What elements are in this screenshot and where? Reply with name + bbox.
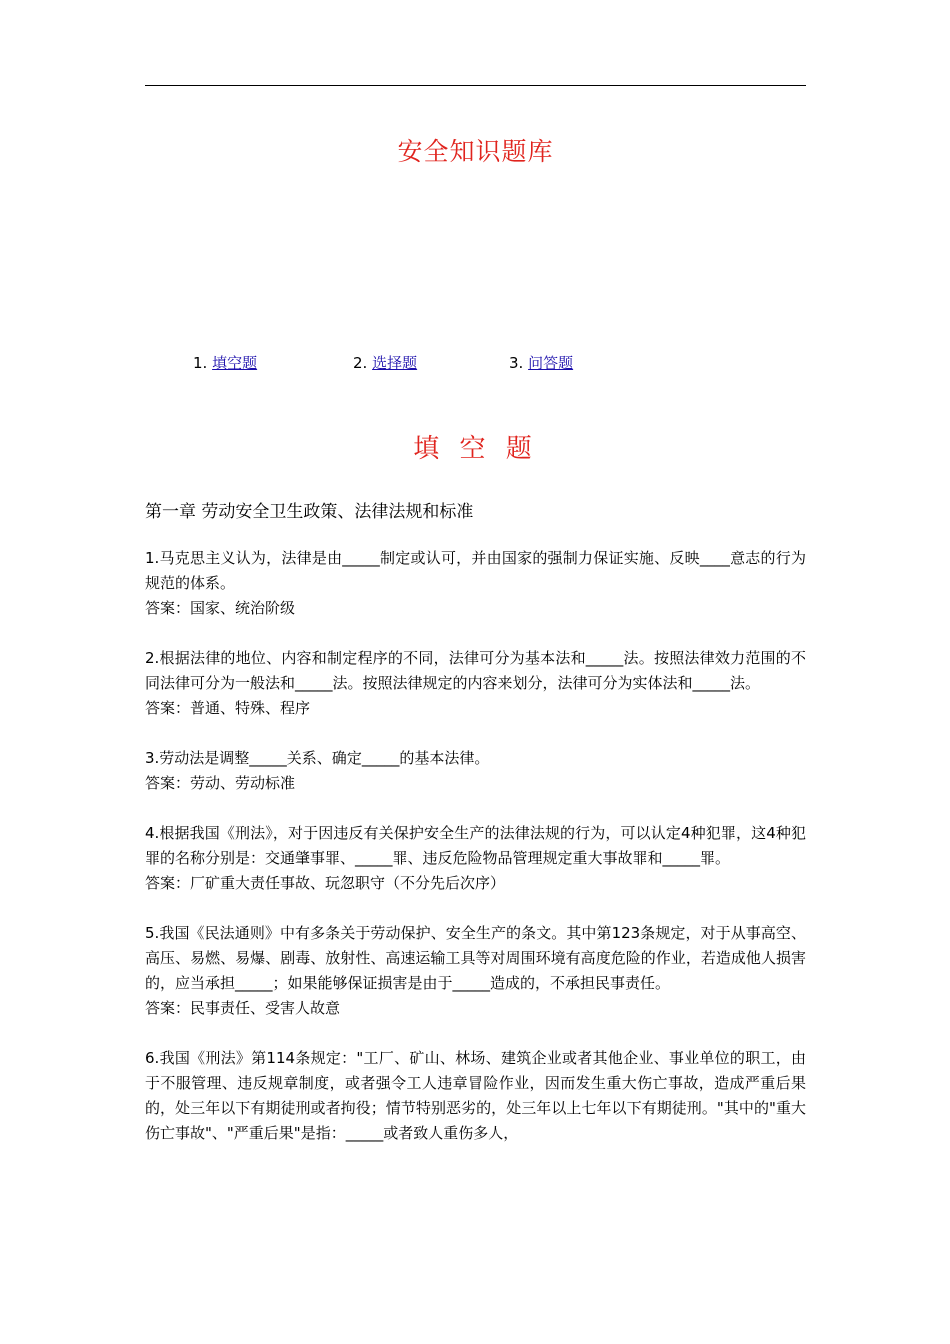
question-item bbox=[145, 1046, 806, 1146]
question-text: 6.我国《刑法》第114条规定："工厂、矿山、林场、建筑企业或者其他企业、事业单位的职工，由于不服管理、违反规章制度，或者强令工人违章冒险作业，因而发生重大伤亡事故，造成严重后果的，处三年以下有期徒刑或者拘役；情节特别恶劣的，处三年以上七年以下有期徒刑。"其中的"重大伤亡事故"、"严重后果"是指：_____或者致人重伤多人， bbox=[145, 1049, 806, 1142]
question-item bbox=[145, 646, 806, 721]
question-item bbox=[145, 546, 806, 621]
answer-text: 答案：劳动、劳动标准 bbox=[145, 774, 296, 792]
toc-link-short-answer[interactable]: 问答题 bbox=[528, 354, 574, 372]
toc-item-short-answer bbox=[509, 352, 573, 373]
toc-item-multiple-choice bbox=[353, 352, 417, 373]
question-text: 1.马克思主义认为，法律是由_____制定或认可，并由国家的强制力保证实施、反映____意志的行为规范的体系。 bbox=[145, 549, 806, 592]
table-of-contents bbox=[0, 352, 950, 376]
toc-link-multiple-choice[interactable]: 选择题 bbox=[372, 354, 418, 372]
answer-text: 答案：民事责任、受害人故意 bbox=[145, 999, 341, 1017]
question-item bbox=[145, 821, 806, 896]
toc-number: 2. bbox=[353, 354, 368, 372]
question-item bbox=[145, 921, 806, 1021]
header-rule bbox=[145, 85, 806, 86]
chapter-heading: 第一章 劳动安全卫生政策、法律法规和标准 bbox=[145, 502, 474, 522]
question-item bbox=[145, 746, 806, 796]
question-text: 3.劳动法是调整_____关系、确定_____的基本法律。 bbox=[145, 749, 490, 767]
question-text: 2.根据法律的地位、内容和制定程序的不同，法律可分为基本法和_____法。按照法律效力范围的不同法律可分为一般法和_____法。按照法律规定的内容来划分，法律可分为实体法和_____法。 bbox=[145, 649, 806, 692]
toc-item-fill-blank bbox=[193, 352, 257, 373]
section-title: 填 空 题 bbox=[413, 434, 538, 464]
question-text: 4.根据我国《刑法》，对于因违反有关保护安全生产的法律法规的行为，可以认定4种犯罪，这4种犯罪的名称分别是：交通肇事罪、_____罪、违反危险物品管理规定重大事故罪和_____罪。 bbox=[145, 824, 806, 867]
toc-link-fill-blank[interactable]: 填空题 bbox=[212, 354, 258, 372]
page-title: 安全知识题库 bbox=[397, 137, 554, 166]
question-text: 5.我国《民法通则》中有多条关于劳动保护、安全生产的条文。其中第123条规定，对于从事高空、高压、易燃、易爆、剧毒、放射性、高速运输工具等对周围环境有高度危险的作业，若造成他人损害的，应当承担_____；如果能够保证损害是由于_____造成的，不承担民事责任。 bbox=[145, 924, 806, 992]
answer-text: 答案：厂矿重大责任事故、玩忽职守（不分先后次序） bbox=[145, 874, 506, 892]
answer-text: 答案：国家、统治阶级 bbox=[145, 599, 296, 617]
toc-number: 3. bbox=[509, 354, 524, 372]
question-list bbox=[145, 546, 806, 1171]
toc-number: 1. bbox=[193, 354, 208, 372]
answer-text: 答案：普通、特殊、程序 bbox=[145, 699, 311, 717]
